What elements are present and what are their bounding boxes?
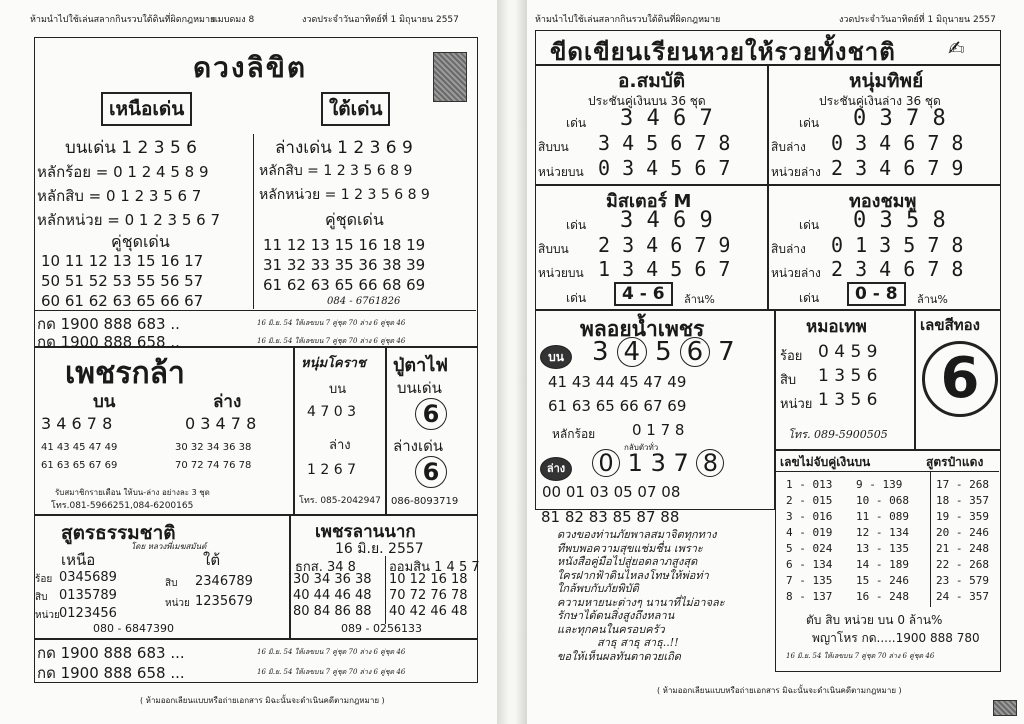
phloi-nam-phet-box xyxy=(535,310,775,510)
r-lak-nuay: หลักหน่วย = 1 2 3 5 6 8 9 xyxy=(259,187,430,203)
lang-den: ล่างเด่น 1 2 3 6 9 xyxy=(275,138,413,158)
sut-lek-col1-item: 6 - 134 xyxy=(786,558,833,571)
mo-thep-row3-value: 1 3 5 6 xyxy=(818,390,878,410)
sut-lek-col2-item: 13 - 135 xyxy=(856,542,909,555)
lak-nuay: หลักหน่วย = 0 1 2 3 5 6 7 xyxy=(37,211,221,229)
thong-chomphu-row2-value: 0 1 3 5 7 8 xyxy=(831,233,964,257)
thong-chomphu-name: ทองชมพู xyxy=(849,191,917,212)
pairs-left-3: 60 61 62 63 65 66 67 xyxy=(41,292,204,310)
banner-box xyxy=(535,30,1001,65)
thong-chomphu-lan-unit: ล้าน% xyxy=(917,293,948,306)
phloi-bon-digit-1: 3 xyxy=(592,337,609,367)
pu-ta-fai-phone: 086-8093719 xyxy=(391,496,459,507)
sut-lek-col3-item: 19 - 359 xyxy=(936,510,989,523)
phloi-lang-pairs-1: 00 01 03 05 07 08 xyxy=(542,483,681,501)
phloi-bon-badge: บน xyxy=(540,345,572,369)
sut-lek-col2-item: 15 - 246 xyxy=(856,574,909,587)
phloi-lang-digit-1: 0 xyxy=(592,449,620,477)
phloi-bon-digits xyxy=(592,337,735,367)
sut-lek-divider xyxy=(930,471,931,607)
phloi-lang-digits xyxy=(592,449,724,477)
phloi-bon-pairs-2: 61 63 65 66 67 69 xyxy=(548,397,687,415)
phet-lannak-saving-label: ออมสิน 1 4 5 7 xyxy=(389,560,480,575)
sut-thamachat-box xyxy=(34,515,290,639)
khu-chut-left-label: คู่ชุดเด่น xyxy=(111,232,170,251)
sut-lek-col3-item: 21 - 248 xyxy=(936,542,989,555)
pairs-right-3: 61 62 63 65 66 68 69 xyxy=(263,276,426,294)
poem-line-8: และทุกคนในครอบครัว xyxy=(557,622,665,636)
khu-chut-right-label: คู่ชุดเด่น xyxy=(325,210,384,229)
pu-ta-fai-bon-label: บนเด่น xyxy=(397,379,442,397)
sms-line-1: กด 1900 888 683 .. xyxy=(37,315,180,333)
phloi-bon-pairs-1: 41 43 44 45 47 49 xyxy=(548,373,687,391)
thong-chomphu-row3-label: หน่วยล่าง xyxy=(771,266,821,280)
sut-lek-col3-item: 17 - 268 xyxy=(936,478,989,491)
num-thip-row2-label: สิบล่าง xyxy=(771,140,806,154)
sut-lek-col3-item: 20 - 246 xyxy=(936,526,989,539)
a-sombat-row2-label: สิบบน xyxy=(538,140,569,154)
tham-row-2-label: สิบ xyxy=(35,592,48,603)
sut-lek-col1 xyxy=(786,477,832,605)
lak-sip: หลักสิบ = 0 1 2 3 5 6 7 xyxy=(37,187,202,205)
north-den-label: เหนือเด่น xyxy=(101,92,192,126)
pu-ta-fai-bon-circle xyxy=(415,398,447,430)
pencil-hand-icon: ✍ xyxy=(948,36,965,60)
mo-thep-box xyxy=(775,310,915,450)
sms-note-2: 16 มิ.ย. 54 ให้เลขบน 7 คู่ชุด 70 ล่าง 6 คู่ชุด 46 xyxy=(257,337,406,345)
gov-pairs-2: 40 44 46 48 xyxy=(293,588,372,603)
sut-thamachat-south: ใต้ xyxy=(203,551,221,569)
mister-m-row3-label: หน่วยบน xyxy=(538,266,584,280)
pairs-right-2: 31 32 33 35 36 38 39 xyxy=(263,256,426,274)
phloi-bon-digit-3: 5 xyxy=(655,337,672,367)
mo-thep-row1-label: ร้อย xyxy=(780,349,803,364)
pu-ta-fai-lang: 6 xyxy=(415,456,447,488)
mo-thep-title: หมอเทพ xyxy=(806,317,867,337)
a-sombat-row3-label: หน่วยบน xyxy=(538,165,584,179)
thong-chomphu-row1-label: เด่น xyxy=(799,218,820,232)
num-thip-row1-value: 0 3 7 8 xyxy=(853,106,946,131)
num-korat-lang: 1 2 6 7 xyxy=(307,462,356,478)
gov-pairs-3: 80 84 86 88 xyxy=(293,604,372,619)
num-thip-row2-value: 0 3 4 6 7 8 xyxy=(831,131,964,155)
phloi-lang-digit-4: 7 xyxy=(673,449,689,477)
sms-line-2: กด 1900 888 658 .. xyxy=(37,333,180,351)
phetkla-phone: โทร.081-5966251,084-6200165 xyxy=(51,501,194,511)
sut-lek-col2-item: 10 - 068 xyxy=(856,494,909,507)
mister-m-lan-label: เด่น xyxy=(566,291,587,305)
left-footer: ( ห้ามออกเลียนแบบหรือถ่ายเอกสาร มิฉะนั้นจะดำเนินคดีตามกฎหมาย ) xyxy=(140,696,385,705)
pu-ta-fai-box xyxy=(386,347,478,515)
right-header-warning: ห้ามนำไปใช้เล่นสลากกินรวบใต้ดินที่ผิดกฎหมาย xyxy=(535,15,721,25)
num-thip-name: หนุ่มทิพย์ xyxy=(849,70,924,92)
mister-m-lan: 4 - 6 xyxy=(614,282,673,306)
phloi-lang-badge-wrap xyxy=(540,457,572,481)
tham-row-1-value: 0345689 xyxy=(59,570,117,585)
sms-bottom-1: กด 1900 888 683 ... xyxy=(37,644,185,662)
phetkla-box xyxy=(34,347,294,515)
sut-lek-col3-item: 23 - 579 xyxy=(936,574,989,587)
mister-m-row1-value: 3 4 6 9 xyxy=(620,208,713,233)
poem-line-9: สาธุ สาธุ สาธุ..!! xyxy=(597,636,679,649)
num-thip-sub: ประชันคู่เงินล่าง 36 ชุด xyxy=(819,94,941,108)
phloi-lang-digit-2: 1 xyxy=(627,449,643,477)
mo-thep-phone: โทร. 089-5900505 xyxy=(788,428,888,441)
duanglikit-divider xyxy=(253,134,254,309)
pairs-left-1: 10 11 12 13 15 16 17 xyxy=(41,252,204,270)
phloi-lak-roi-label: หลักร้อย xyxy=(552,427,596,441)
phloi-glab-label: กลับตัวทั่ว xyxy=(624,443,659,452)
pu-ta-fai-lang-circle xyxy=(415,456,447,488)
thong-chomphu-row3-value: 2 3 4 6 7 8 xyxy=(831,257,964,281)
a-sombat-row2-value: 3 4 5 6 7 8 xyxy=(598,131,731,155)
sms-bottom-2: กด 1900 888 658 ... xyxy=(37,664,185,682)
num-thip-box xyxy=(768,65,1001,185)
south-den-label: ใต้เด่น xyxy=(321,92,390,126)
sut-lek-col1-item: 2 - 015 xyxy=(786,494,833,507)
sut-lek-title2: สูตรป๋าแดง xyxy=(926,455,984,469)
mo-thep-row2-label: สิบ xyxy=(780,373,797,388)
lak-roi: หลักร้อย = 0 1 2 4 5 8 9 xyxy=(37,163,209,181)
tham-row-2-value: 0135789 xyxy=(59,588,117,603)
sms-bottom-note-2: 16 มิ.ย. 54 ให้เลขบน 7 คู่ชุด 70 ล่าง 6 คู่ชุด 46 xyxy=(257,668,406,676)
phetkla-lang-pairs-1: 30 32 34 36 38 xyxy=(175,442,252,453)
sut-lek-col2-item: 14 - 189 xyxy=(856,558,909,571)
pairs-right-1: 11 12 13 15 16 18 19 xyxy=(263,236,426,254)
sms-bottom-box xyxy=(34,639,478,683)
tham-r-row-1-label: สิบ xyxy=(165,578,178,589)
sut-lek-col1-item: 5 - 024 xyxy=(786,542,833,555)
right-footer: ( ห้ามออกเลียนแบบหรือถ่ายเอกสาร มิฉะนั้นจะดำเนินคดีตามกฎหมาย ) xyxy=(657,686,902,695)
phloi-title: พลอยน้ำเพชร xyxy=(580,317,705,341)
a-sombat-row3-value: 0 3 4 5 6 7 xyxy=(598,156,731,180)
sut-lek-col1-item: 1 - 013 xyxy=(786,478,833,491)
num-thip-row3-value: 2 3 4 6 7 9 xyxy=(831,156,964,180)
num-korat-title: หนุ่มโคราช xyxy=(301,356,366,371)
mister-m-name: มิสเตอร์ M xyxy=(606,191,692,212)
num-korat-bon-label: บน xyxy=(329,382,347,397)
tham-row-1-label: ร้อย xyxy=(35,574,53,585)
sut-lek-col1-item: 8 - 137 xyxy=(786,590,833,603)
tham-r-row-1-value: 2346789 xyxy=(195,574,253,589)
phloi-lang-pairs-2: 81 82 83 85 87 88 xyxy=(541,508,680,526)
sut-lek-col2-item: 16 - 248 xyxy=(856,590,909,603)
a-sombat-row1-label: เด่น xyxy=(566,116,587,130)
phetkla-bon-label: บน xyxy=(93,392,116,412)
shaded-box-decoration xyxy=(433,52,467,102)
num-korat-phone: โทร. 085-2042947 xyxy=(299,496,381,506)
mister-m-lan-unit: ล้าน% xyxy=(684,293,715,306)
mo-thep-row1-value: 0 4 5 9 xyxy=(818,342,878,362)
sut-thamachat-north: เหนือ xyxy=(61,551,96,569)
left-header-warning: ห้ามนำไปใช้เล่นสลากกินรวบใต้ดินที่ผิดกฎหมาย xyxy=(30,15,216,25)
pu-ta-fai-lang-label: ล่างเด่น xyxy=(393,437,444,455)
sut-lek-header-line xyxy=(776,471,999,472)
num-thip-row3-label: หน่วยล่าง xyxy=(771,165,821,179)
corner-mark xyxy=(993,700,1017,716)
duanglikit-title: ดวงลิขิต xyxy=(193,51,308,84)
phloi-lang-badge: ล่าง xyxy=(540,457,572,481)
left-header-code: แมบดมง 8 xyxy=(212,15,255,25)
sut-lek-col1-item: 3 - 016 xyxy=(786,510,833,523)
gov-pairs-1: 30 34 36 38 xyxy=(293,572,372,587)
mister-m-row3-value: 1 3 4 5 6 7 xyxy=(598,257,731,281)
poem-line-1: ดวงของท่านภัยพาลสมาจิตทุกทาง xyxy=(557,528,717,541)
poem-line-10: ขอให้เห็นผลทันตาดวยเถิด xyxy=(557,649,681,663)
r-lak-sip: หลักสิบ = 1 2 3 5 6 8 9 xyxy=(259,163,413,179)
lek-si-thong-box xyxy=(915,310,1001,450)
a-sombat-row1-value: 3 4 6 7 xyxy=(620,106,713,131)
sut-lek-col1-item: 7 - 135 xyxy=(786,574,833,587)
phetkla-lang-pairs-2: 70 72 74 76 78 xyxy=(175,460,252,471)
sut-lek-col3-item: 24 - 357 xyxy=(936,590,989,603)
sms-bottom-note-1: 16 มิ.ย. 54 ให้เลขบน 7 คู่ชุด 70 ล่าง 6 คู่ชุด 46 xyxy=(257,648,406,656)
mister-m-box xyxy=(535,185,768,310)
poem-line-3: หนังสือคู่มือไปสู่ยอดลาภสูงสุด xyxy=(557,555,698,568)
phet-lannak-title: เพชรลานนาก xyxy=(315,522,416,542)
phetkla-lang-digits: 0 3 4 7 8 xyxy=(185,414,257,433)
tham-row-3-value: 0123456 xyxy=(59,606,117,621)
tham-r-row-2-value: 1235679 xyxy=(195,594,253,609)
phloi-lang-digit-5: 8 xyxy=(696,449,724,477)
sut-thamachat-sub: โดย หลวงพี่เมฆสมันต์ xyxy=(131,542,207,551)
sut-thamachat-title: สูตรธรรมชาติ xyxy=(61,522,176,544)
saving-pairs-3: 40 42 46 48 xyxy=(389,604,468,619)
phloi-lang-digit-3: 3 xyxy=(650,449,666,477)
sut-lek-col2-item: 12 - 134 xyxy=(856,526,909,539)
sut-lek-col2-item: 9 - 139 xyxy=(856,478,903,491)
phet-lannak-phone: 089 - 0256133 xyxy=(341,622,422,635)
num-korat-bon: 4 7 0 3 xyxy=(307,404,356,420)
phloi-lak-roi: 0 1 7 8 xyxy=(632,421,685,439)
right-header-date: งวดประจำวันอาทิตย์ที่ 1 มิถุนายน 2557 xyxy=(839,15,996,25)
pairs-left-2: 50 51 52 53 55 56 57 xyxy=(41,272,204,290)
lek-si-thong-number: 6 xyxy=(922,341,998,417)
left-header-date: งวดประจำวันอาทิตย์ที่ 1 มิถุนายน 2557 xyxy=(302,15,459,25)
a-sombat-name: อ.สมบัติ xyxy=(618,70,686,92)
thong-chomphu-box xyxy=(768,185,1001,310)
poem-line-2: ทีพบพอความสุขแช่มชื่น เพราะ xyxy=(557,541,703,555)
phloi-bon-digit-2: 4 xyxy=(617,337,647,367)
sut-lek-col2-item: 11 - 089 xyxy=(856,510,909,523)
saving-pairs-1: 10 12 16 18 xyxy=(389,572,468,587)
poem xyxy=(557,528,725,663)
phloi-bon-digit-5: 7 xyxy=(718,337,735,367)
a-sombat-sub: ประชันคู่เงินบน 36 ชุด xyxy=(588,94,706,108)
poem-line-7: รักษาได้ดนสิ่งสูงถึงหลาน xyxy=(557,609,675,622)
sut-lek-col3-item: 18 - 357 xyxy=(936,494,989,507)
left-page xyxy=(0,0,497,724)
num-korat-box xyxy=(294,347,386,515)
banner-title: ขีดเขียนเรียนหวยให้รวยทั้งชาติ xyxy=(550,38,896,66)
phetkla-title: เพชรกล้า xyxy=(65,356,185,391)
right-page xyxy=(527,0,1024,724)
mister-m-row2-value: 2 3 4 6 7 9 xyxy=(598,233,731,257)
phloi-bon-badge-wrap xyxy=(540,345,572,369)
sut-lek-col3 xyxy=(936,477,989,605)
lek-si-thong-title: เลขสีทอง xyxy=(920,316,980,334)
sut-lek-col1-item: 4 - 019 xyxy=(786,526,833,539)
num-thip-row1-label: เด่น xyxy=(799,116,820,130)
tham-row-3-label: หน่วย xyxy=(35,610,60,621)
sut-lek-col2 xyxy=(856,477,909,605)
lek-si-thong-circle xyxy=(922,341,998,417)
mo-thep-row2-value: 1 3 5 6 xyxy=(818,366,878,386)
phet-lannak-divider xyxy=(385,556,386,624)
a-sombat-box xyxy=(535,65,768,185)
phetkla-lang-label: ล่าง xyxy=(213,392,242,412)
phet-lannak-date: 16 มิ.ย. 2557 xyxy=(335,541,424,557)
thong-chomphu-row1-value: 0 3 5 8 xyxy=(853,208,946,233)
num-korat-lang-label: ล่าง xyxy=(329,438,351,453)
pu-ta-fai-bon: 6 xyxy=(415,398,447,430)
sut-lek-note: 16 มิ.ย. 54 ให้เลขบน 7 คู่ชุด 70 ล่าง 6 คู่ชุด 46 xyxy=(786,652,935,660)
pu-ta-fai-title: ปู่ตาไฟ xyxy=(393,355,449,376)
sut-lek-col3-item: 22 - 268 xyxy=(936,558,989,571)
phetkla-bon-pairs-1: 41 43 45 47 49 xyxy=(41,442,118,453)
poem-line-5: ใกล้พบกับภัยพิบัติ xyxy=(557,582,639,595)
duanglikit-box xyxy=(34,37,478,351)
sut-thamachat-phone: 080 - 6847390 xyxy=(93,622,174,635)
saving-pairs-2: 70 72 76 78 xyxy=(389,588,468,603)
mister-m-row2-label: สิบบน xyxy=(538,242,569,256)
duanglikit-phone: 084 - 6761826 xyxy=(327,296,401,307)
phetkla-bon-digits: 3 4 6 7 8 xyxy=(41,414,113,433)
bon-den: บนเด่น 1 2 3 5 6 xyxy=(65,138,197,158)
phetkla-note: รับสมาชิกรายเดือน ให้บน-ล่าง อย่างละ 3 ชุด xyxy=(55,488,210,497)
sut-lek-tab: ตับ สิบ หน่วย บน 0 ล้าน% xyxy=(806,613,943,627)
sut-lek-box xyxy=(775,450,1001,672)
sut-lek-title: เลขไม่จับคู่เงินบน xyxy=(780,455,871,469)
sms-divider xyxy=(35,310,476,311)
poem-line-6: ความหายนะต่างๆ นานาที่ไม่อาจละ xyxy=(557,595,725,609)
mister-m-row1-label: เด่น xyxy=(566,218,587,232)
phet-lannak-gov-label: ธกส. 34 8 xyxy=(295,560,356,575)
phloi-bon-digit-4: 6 xyxy=(680,337,710,367)
mo-thep-row3-label: หน่วย xyxy=(780,397,813,412)
poem-line-4: ใครฝากฟ้าดินไหลงโทษให้พ่อท่า xyxy=(557,568,709,582)
thong-chomphu-lan: 0 - 8 xyxy=(847,282,906,306)
sut-lek-hotline: พญาโหร กด.....1900 888 780 xyxy=(812,631,980,645)
thong-chomphu-row2-label: สิบล่าง xyxy=(771,242,806,256)
phet-lannak-box xyxy=(290,515,478,639)
thong-chomphu-lan-label: เด่น xyxy=(799,291,820,305)
phetkla-bon-pairs-2: 61 63 65 67 69 xyxy=(41,460,118,471)
tham-r-row-2-label: หน่วย xyxy=(165,598,190,609)
sms-note-1: 16 มิ.ย. 54 ให้เลขบน 7 คู่ชุด 70 ล่าง 6 คู่ชุด 46 xyxy=(257,319,406,327)
book-gutter xyxy=(497,0,527,724)
